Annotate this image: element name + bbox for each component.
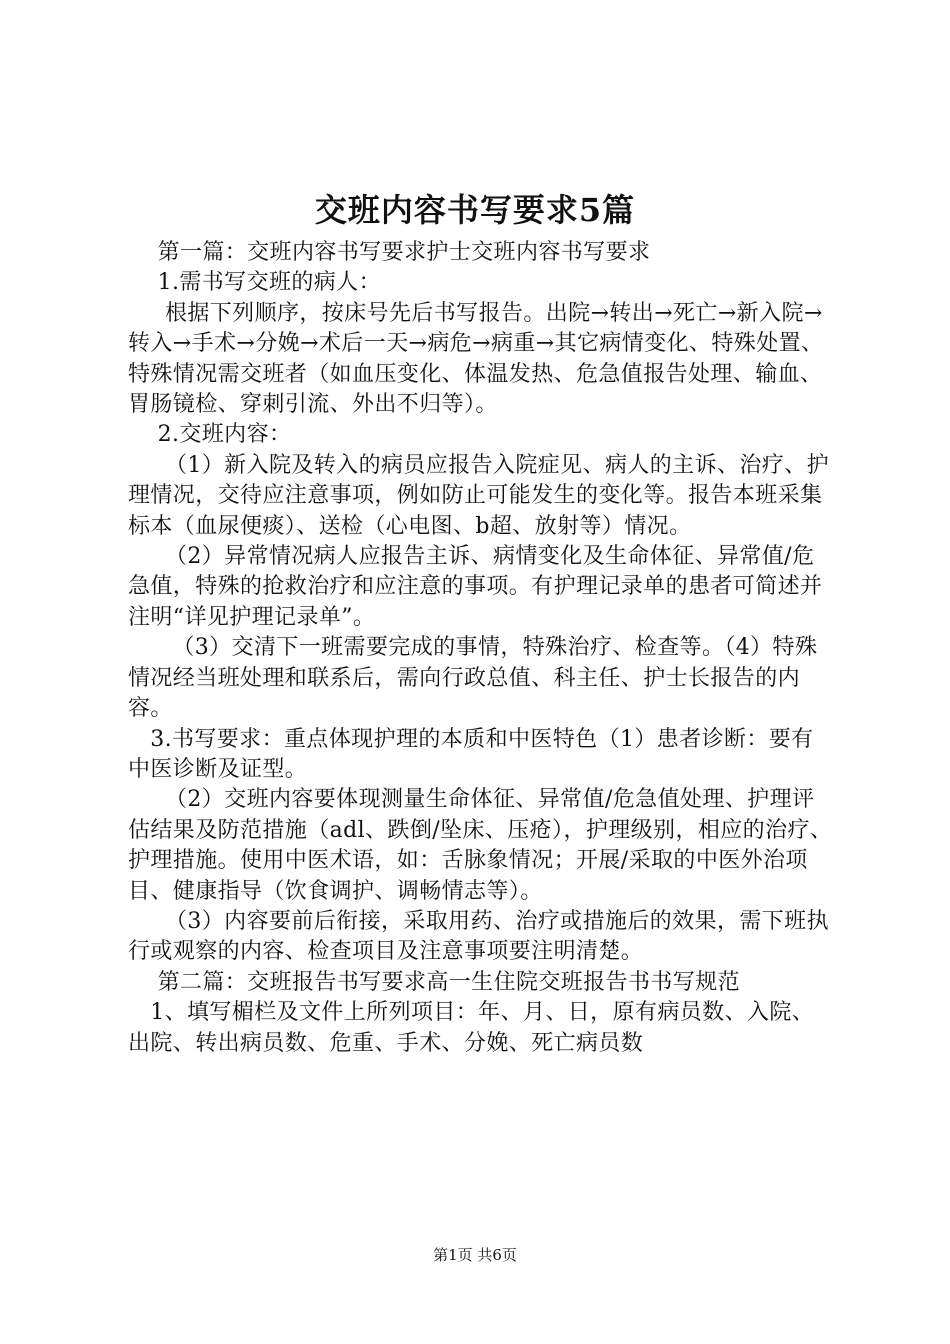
page-footer: 第1页 共6页 bbox=[433, 1246, 517, 1264]
section-heading-2: 第二篇：交班报告书写要求高一生住院交班报告书书写规范 bbox=[128, 969, 740, 995]
document-title: 交班内容书写要求5篇 bbox=[314, 191, 636, 229]
paragraph: 1.需书写交班的病人： bbox=[128, 270, 381, 296]
paragraph: （3）交清下一班需要完成的事情，特殊治疗、检查等。（4）特殊情况经当班处理和联系后，需向行政总值、科主任、护士长报告的内容。 bbox=[128, 635, 818, 722]
paragraph: （2）交班内容要体现测量生命体征、异常值/危急值处理、护理评估结果及防范措施（adl、跌倒/坠床、压疮），护理级别，相应的治疗、护理措施。使用中医术语，如：舌脉象情况；开展/采取的中医外治项目、健康指导（饮食调护、调畅情志等）。 bbox=[128, 787, 833, 904]
section-heading-1: 第一篇：交班内容书写要求护士交班内容书写要求 bbox=[128, 240, 651, 265]
paragraph: （3）内容要前后衔接，采取用药、治疗或措施后的效果，需下班执行或观察的内容、检查项目及注意事项要注明清楚。 bbox=[128, 908, 829, 965]
paragraph: （2）异常情况病人应报告主诉、病情变化及生命体征、异常值/危急值，特殊的抢救治疗和应注意的事项。有护理记录单的患者可简述并注明“详见护理记录单”。 bbox=[128, 544, 823, 630]
paragraph: 2.交班内容： bbox=[128, 422, 292, 448]
paragraph: （1）新入院及转入的病员应报告入院症见、病人的主诉、治疗、护理情况，交待应注意事项，例如防止可能发生的变化等。报告本班采集标本（血尿便痰）、送检（心电图、b超、放射等）情况。 bbox=[128, 452, 829, 539]
paragraph: 1、填写楣栏及文件上所列项目：年、月、日，原有病员数、入院、出院、转出病员数、危重、手术、分娩、死亡病员数 bbox=[128, 1000, 815, 1056]
paragraph: 3.书写要求：重点体现护理的本质和中医特色（1）患者诊断：要有中医诊断及证型。 bbox=[128, 726, 814, 782]
document-body bbox=[128, 238, 834, 1059]
paragraph: 根据下列顺序，按床号先后书写报告。出院→转出→死亡→新入院→转入→手术→分娩→术后一天→病危→病重→其它病情变化、特殊处置、特殊情况需交班者（如血压变化、体温发热、危急值报告处理、输血、胃肠镜检、穿刺引流、外出不归等）。 bbox=[128, 300, 824, 418]
